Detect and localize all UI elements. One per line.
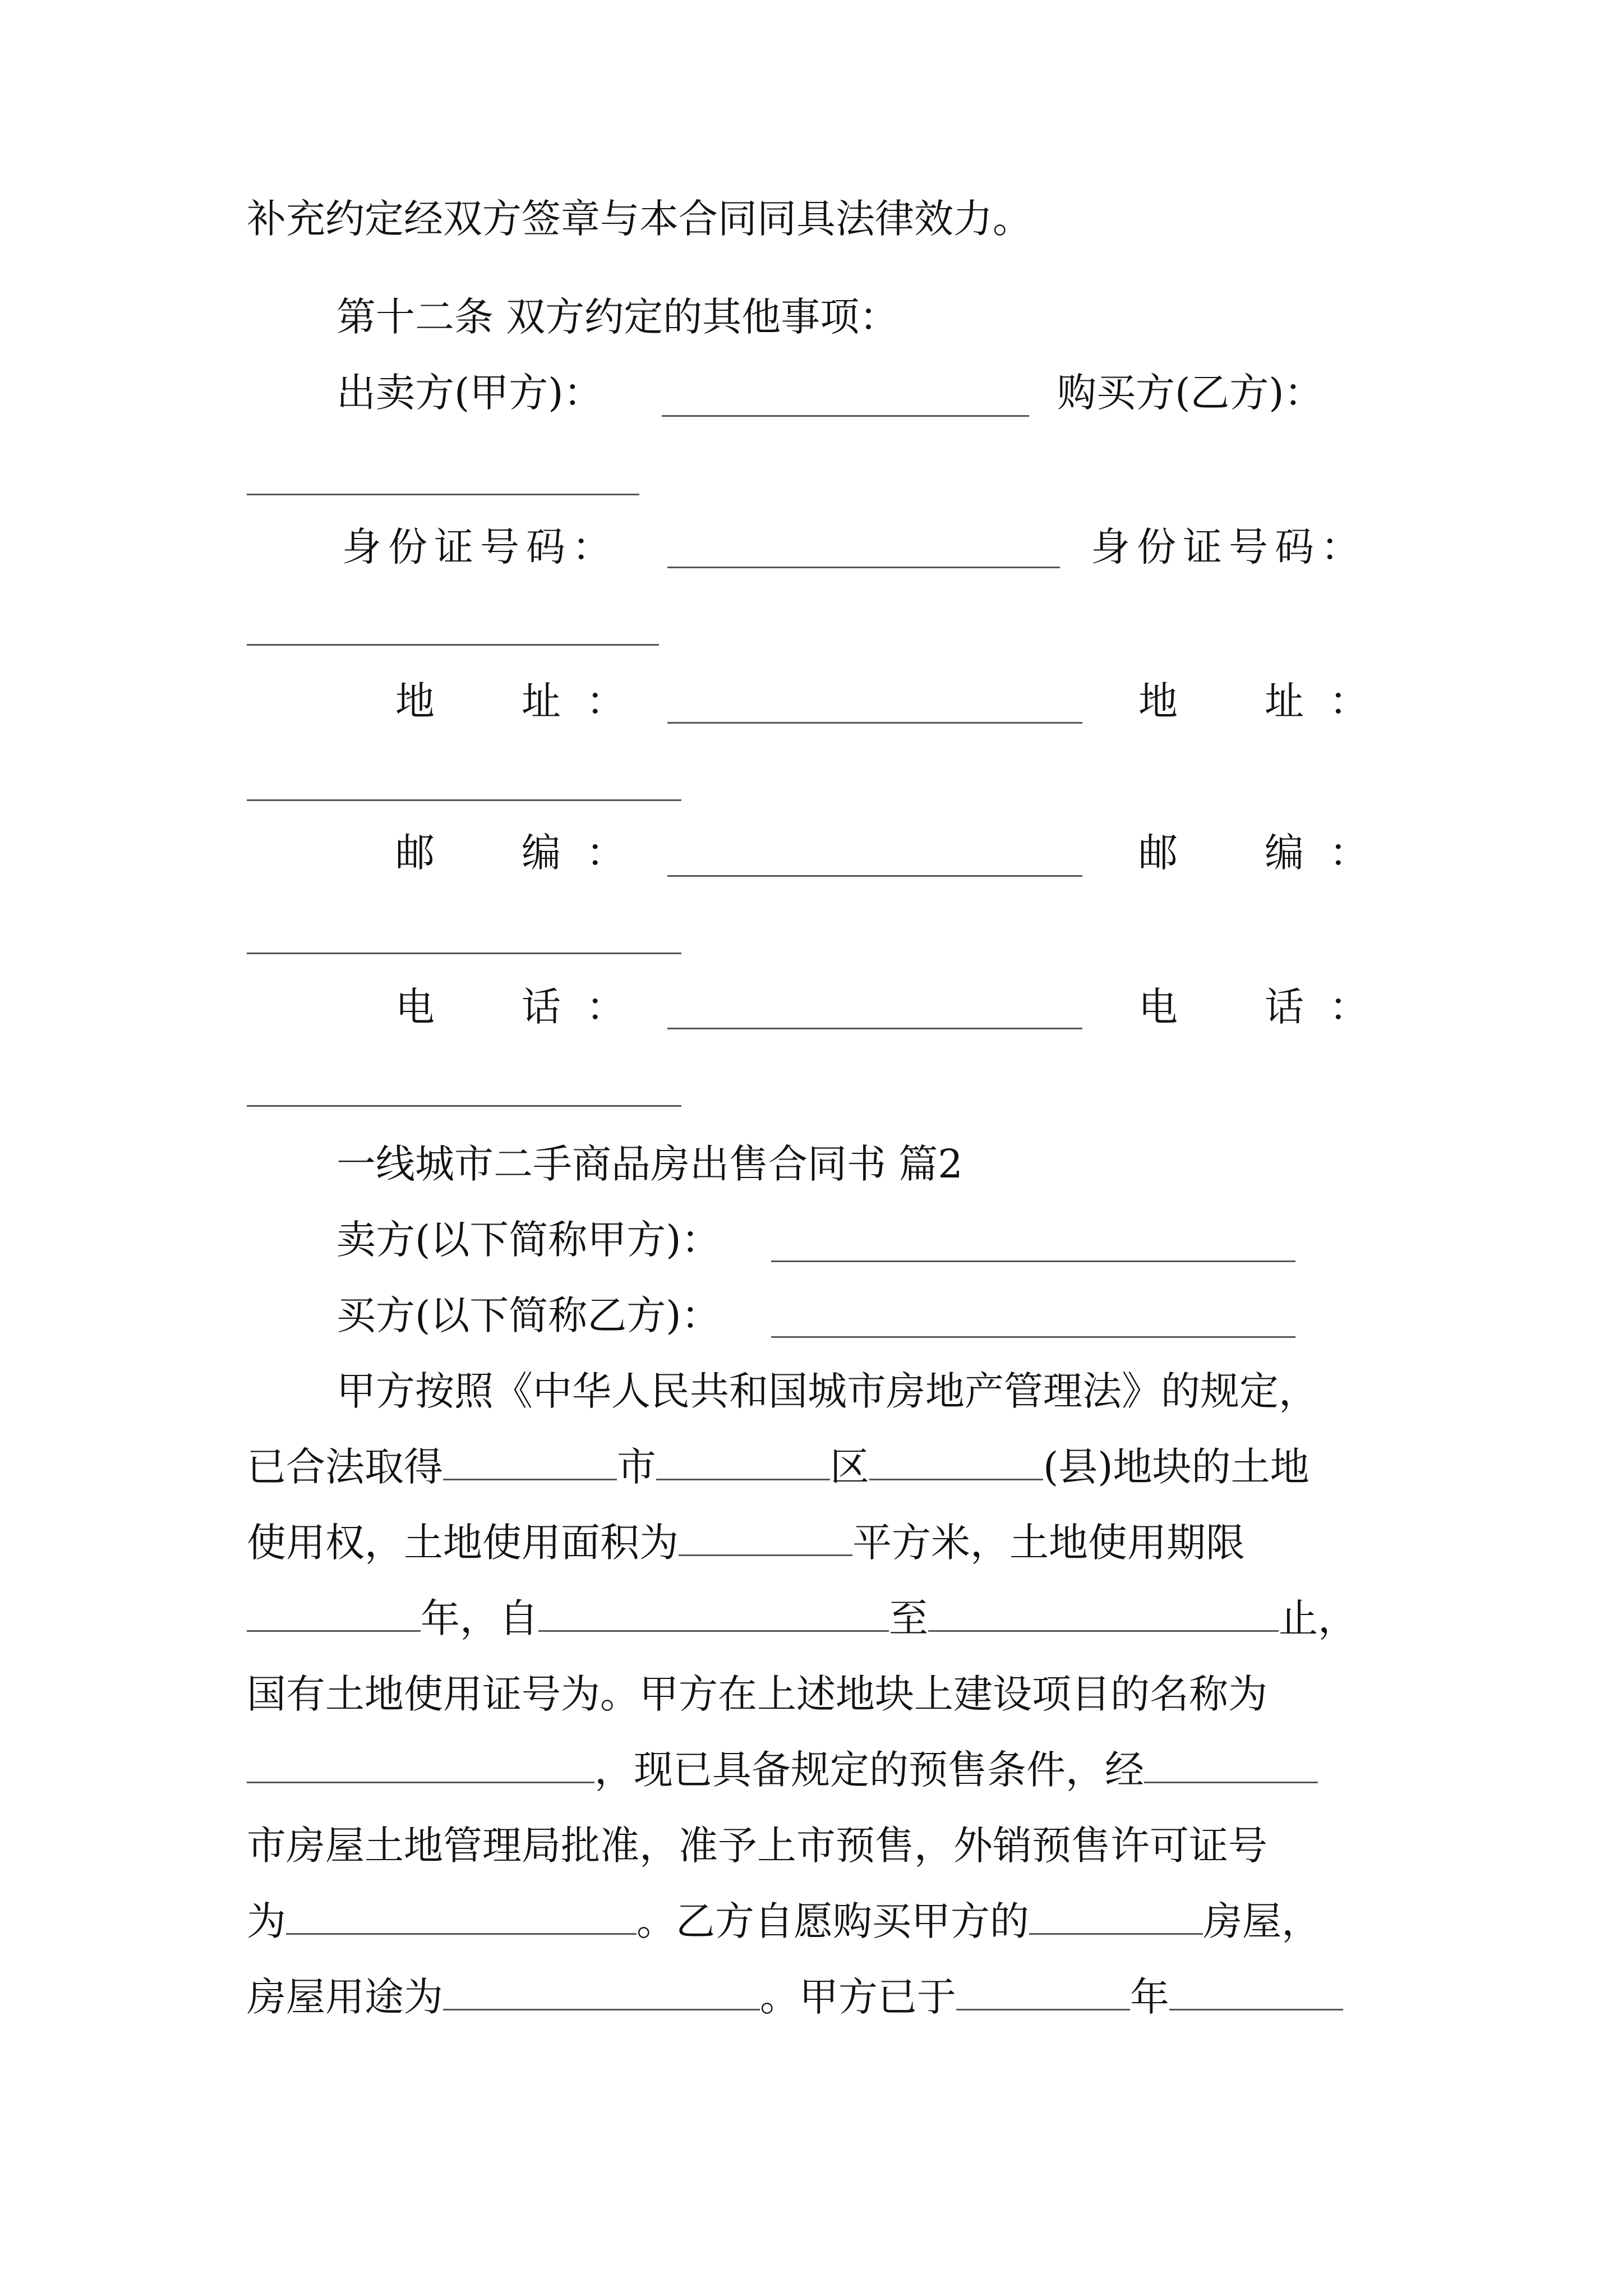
seller-id-label: 身份证号码： [342,524,618,570]
seller-postcode-label-1: 邮 [395,830,435,876]
buyer-postcode-label-2: 编 [1265,830,1304,876]
seller-postcode-colon: ： [586,830,625,876]
buyer-address-label-2: 址 [1265,678,1304,724]
buyer-postcode-label-1: 邮 [1138,830,1178,876]
term-end-blank [928,1595,1279,1632]
seller-phone-blank [667,1028,1082,1029]
buyer-phone-label-1: 电 [1138,984,1178,1030]
district-blank [656,1444,830,1480]
buyer-address-blank [247,799,681,801]
seller-address-label-1: 地 [395,678,435,724]
buyer-phone-label-2: 话 [1265,984,1304,1030]
body-line-6: ，现已具备规定的预售条件，经 [247,1745,1318,1795]
buyer-postcode-blank [247,953,681,954]
buyer-phone-colon: ： [1329,984,1368,1030]
party-a-label: 卖方(以下简称甲方)： [336,1217,721,1263]
party-a-blank [771,1260,1295,1262]
seller-id-blank [667,567,1060,568]
trailing-blank [1169,1974,1343,2010]
buyer-id-label: 身份证号码： [1091,524,1367,570]
body-line-9: 房屋用途为 。甲方已于 年 [247,1972,1343,2022]
seller-address-colon: ： [586,678,625,724]
seller-phone-label-2: 话 [522,984,561,1030]
supplement-clause-line: 补充约定经双方签章与本合同同具法律效力。 [247,196,1032,242]
article-12-heading: 第十二条 双方约定的其他事项： [336,294,899,340]
body-line-2: 已合法取得 市 区 (县)地块的土地 [247,1444,1310,1490]
body-line-8: 为 。乙方自愿购买甲方的 房屋， [247,1898,1321,1944]
body-line-7: 市房屋土地管理局批准，准予上市预售，外销预售许可证号 [247,1823,1267,1869]
seller-blank [662,415,1029,417]
buyer-label: 购买方(乙方)： [1057,370,1324,416]
house-usage-blank [443,1974,760,2010]
land-area-blank [679,1520,852,1556]
buyer-blank [247,494,639,495]
seller-address-label-2: 址 [522,678,561,724]
body-line-3: 使用权，土地使用面积为 平方米，土地使用期限 [247,1520,1245,1566]
buyer-phone-blank [247,1105,681,1107]
body-line-1: 甲方按照《中华人民共和国城市房地产管理法》的规定， [336,1368,1318,1414]
permit-number-blank [286,1898,637,1935]
approving-city-blank [1144,1747,1318,1783]
buyer-address-colon: ： [1329,678,1368,724]
seller-address-blank [667,722,1082,724]
house-blank [1029,1898,1203,1935]
county-blank [869,1444,1043,1480]
term-start-blank [538,1595,889,1632]
body-line-4: 年，自 至 止， [247,1593,1357,1644]
contract-2-title: 一线城市二手商品房出售合同书 篇2 [336,1141,963,1187]
seller-phone-colon: ： [586,984,625,1030]
seller-postcode-label-2: 编 [522,830,561,876]
buyer-postcode-colon: ： [1329,830,1368,876]
seller-phone-label-1: 电 [395,984,435,1030]
term-years-blank [247,1595,421,1632]
body-line-5: 国有土地使用证号为。甲方在上述地块上建设项目的名称为 [247,1671,1267,1717]
buyer-id-blank [247,644,659,646]
buyer-address-label-1: 地 [1138,678,1178,724]
seller-postcode-blank [667,875,1082,877]
year-blank [956,1974,1130,2010]
project-name-blank [247,1747,594,1783]
city-blank [443,1444,617,1480]
party-b-blank [771,1336,1295,1338]
party-b-label: 买方(以下简称乙方)： [336,1292,721,1338]
seller-label: 出卖方(甲方)： [336,370,603,416]
